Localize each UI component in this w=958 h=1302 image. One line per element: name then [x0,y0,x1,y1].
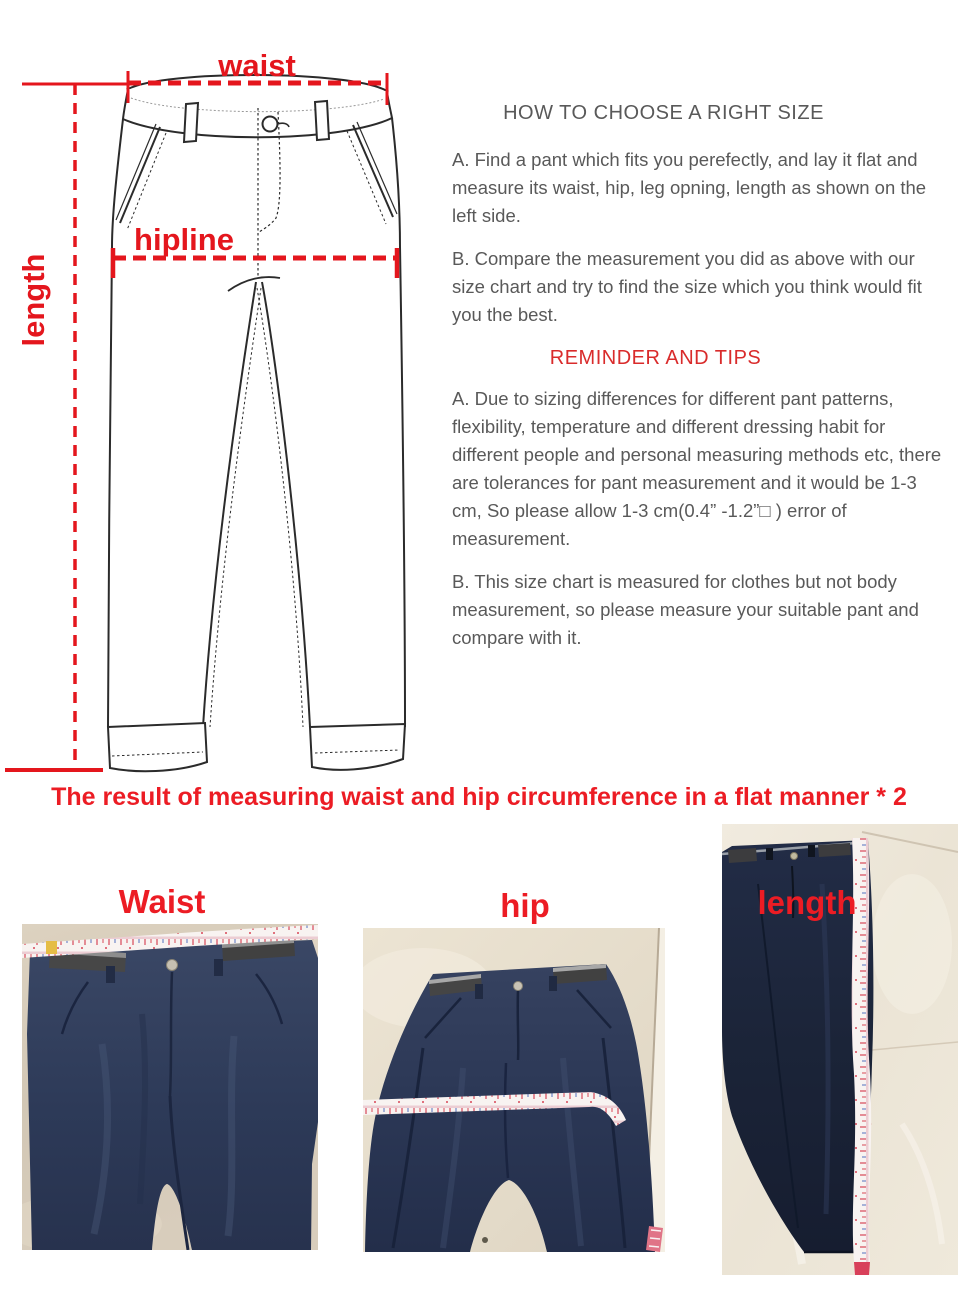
reminder-title: REMINDER AND TIPS [549,347,762,369]
how-to-choose-section [452,99,949,667]
measuring-caption: The result of measuring waist and hip circumference in a flat manner * 2 [51,783,907,811]
waist-label: waist [218,48,296,83]
reminder-a-text: A. Due to sizing differences for different pant patterns, flexibility, temperature and different dressing habit for different people and personal measuring methods etc, there are tolerances for pant measurement and it would be 1-3 cm, So please allow 1-3 cm(0.4” -1.2”□ ) error of measurement. [452,388,942,549]
pants-measurement-diagram [0,40,440,780]
hip-photo-label: hip [500,887,550,924]
waist-photo-label: Waist [118,883,206,920]
step-a-text: A. Find a pant which fits you perefectly, and lay it flat and measure its waist, hip, leg opning, length as shown on the left side. [452,149,927,226]
hip-measure-photo [363,928,665,1252]
length-label: length [16,253,51,347]
step-b-text: B. Compare the measurement you did as above with our size chart and try to find the size which you think would fit you the best. [452,248,922,325]
length-photo-label: length [757,884,857,921]
measurement-lines [5,71,397,770]
reminder-b-text: B. This size chart is measured for clothes but not body measurement, so please measure your suitable pant and compare with it. [452,571,919,648]
waist-measure-photo [22,924,318,1250]
hipline-label: hipline [134,222,234,257]
pants-sketch [108,75,405,771]
section-title: HOW TO CHOOSE A RIGHT SIZE [503,102,824,124]
